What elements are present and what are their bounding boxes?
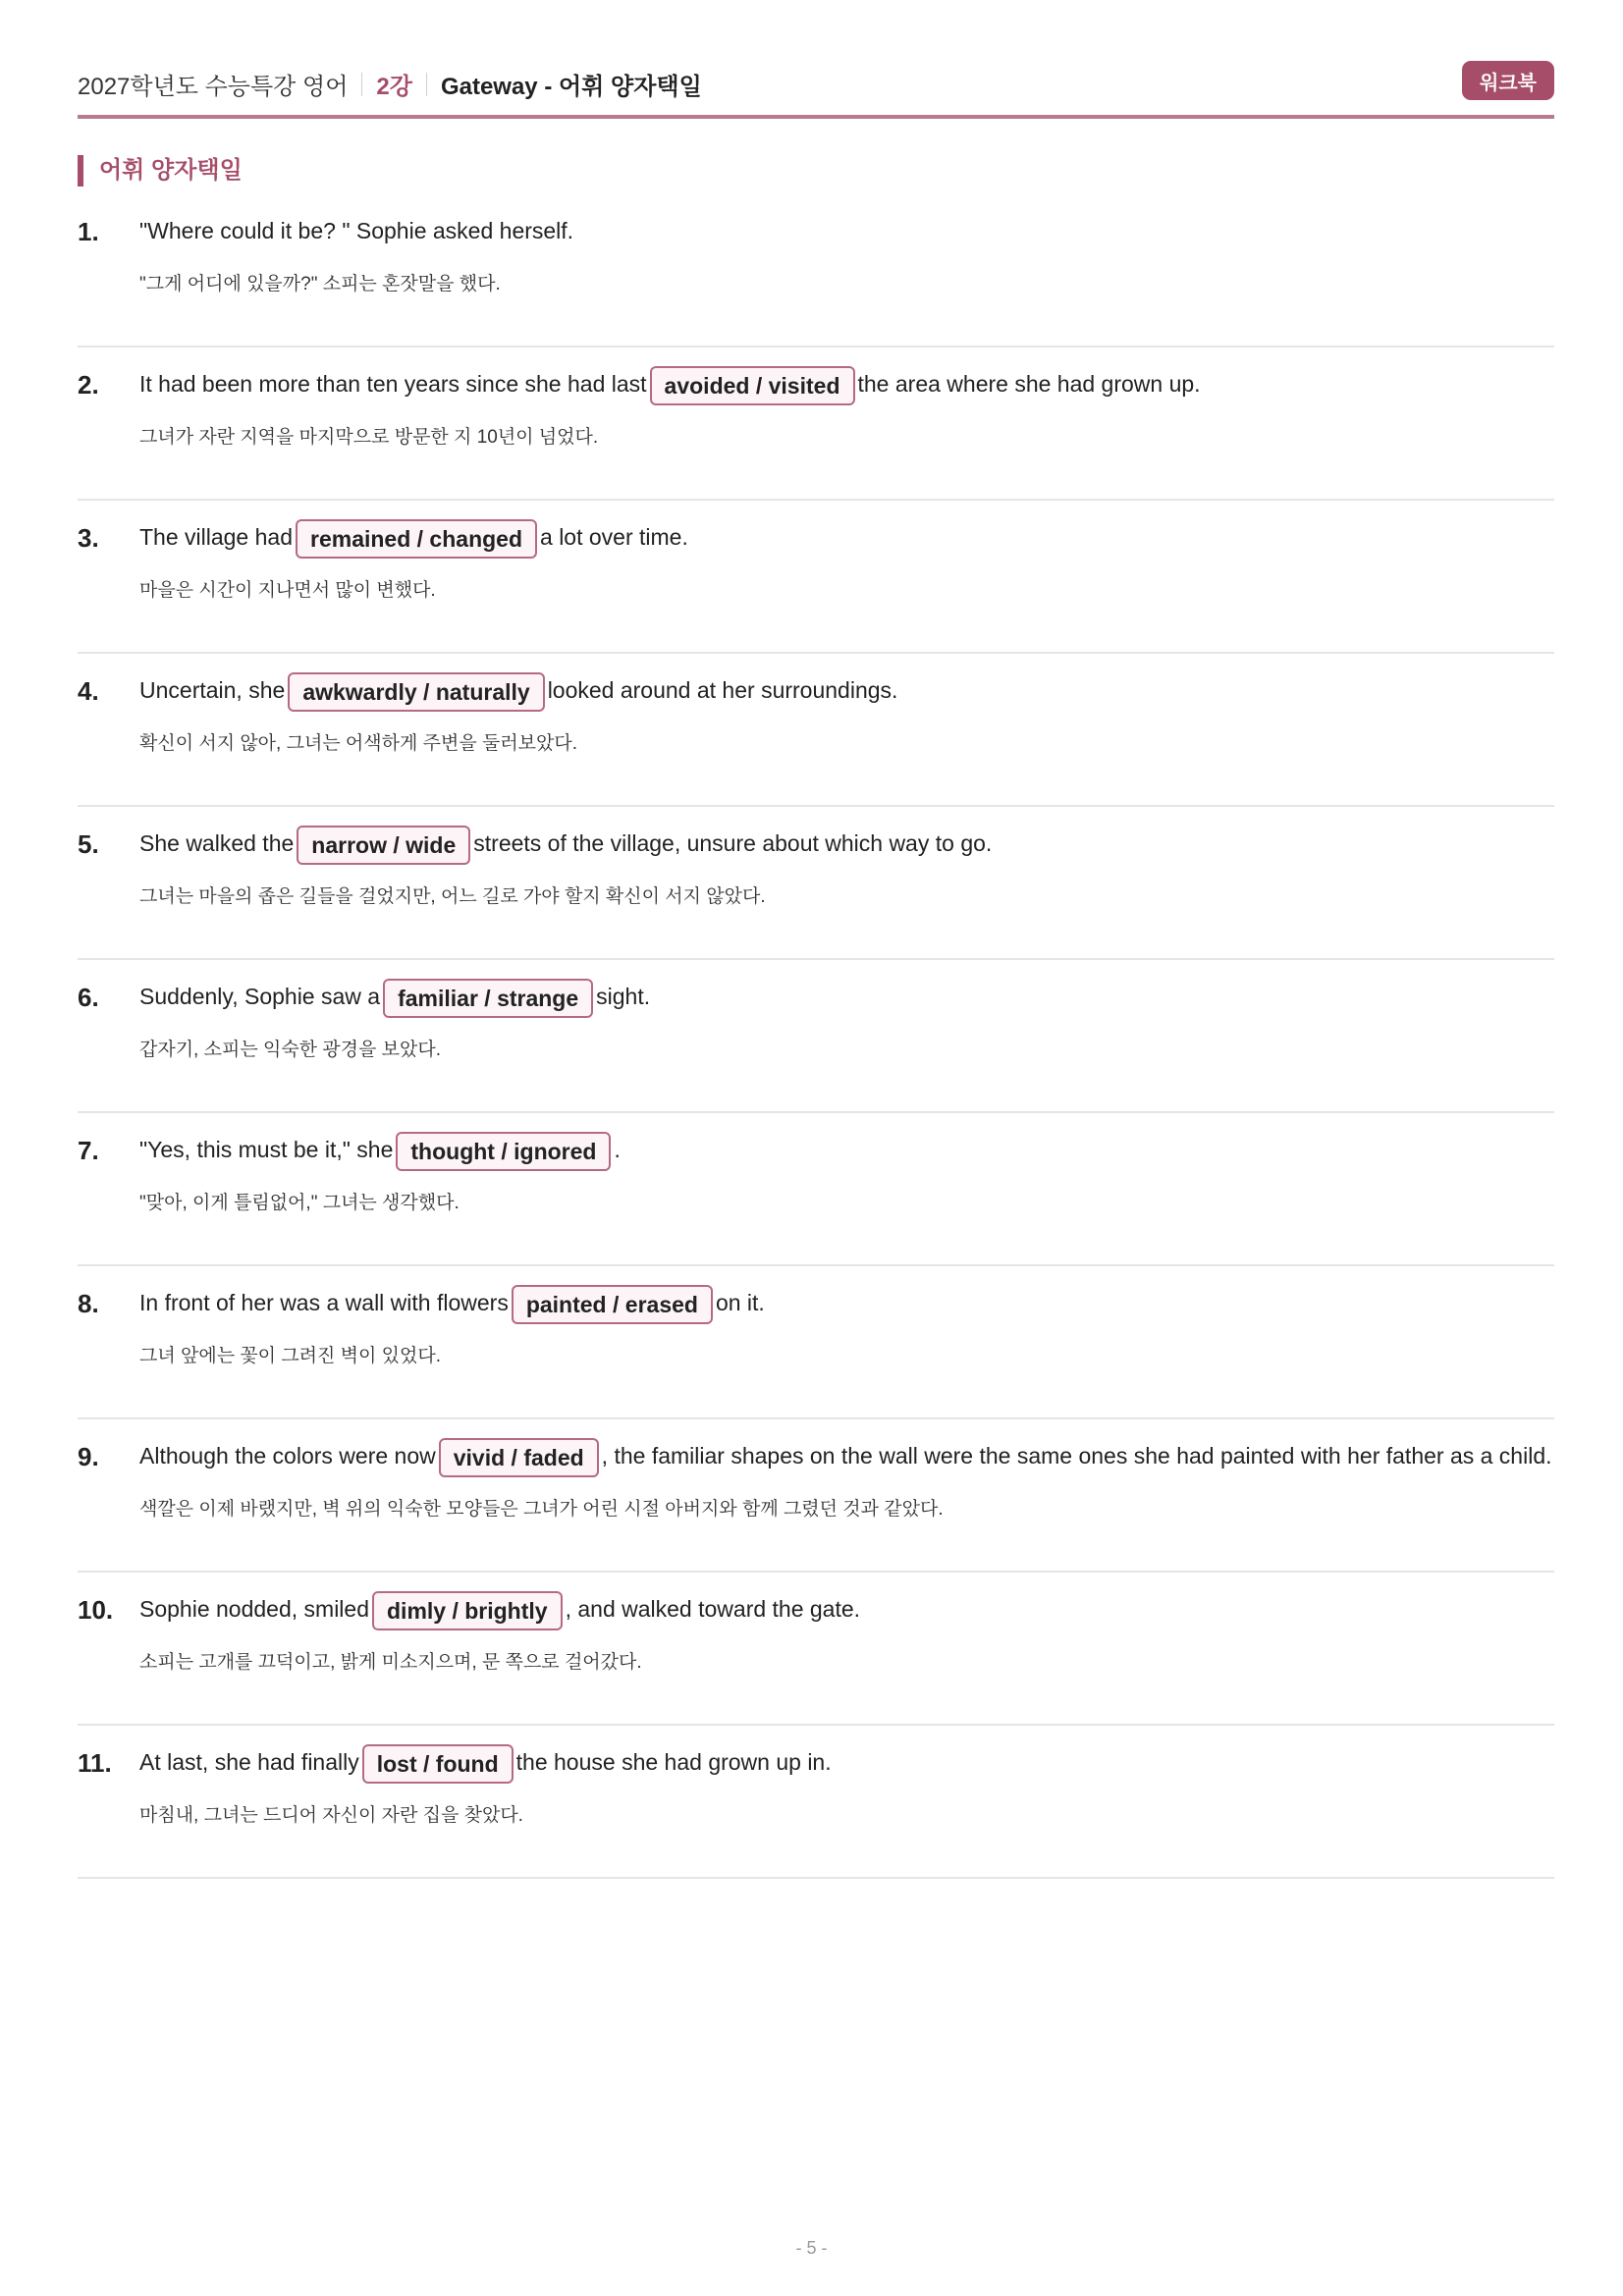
question-number: 1. bbox=[78, 217, 99, 246]
word-choice-box[interactable]: painted / erased bbox=[512, 1285, 713, 1324]
sentence-after: . bbox=[614, 1137, 621, 1162]
sentence-after: streets of the village, unsure about which way to go. bbox=[473, 830, 993, 856]
header-divider bbox=[426, 73, 427, 96]
word-choice-box[interactable]: awkwardly / naturally bbox=[288, 672, 544, 712]
question-item bbox=[78, 501, 1554, 654]
english-sentence bbox=[139, 976, 650, 1018]
english-sentence bbox=[139, 210, 573, 251]
header-divider bbox=[361, 73, 362, 96]
korean-translation: 그녀 앞에는 꽃이 그려진 벽이 있었다. bbox=[139, 1346, 441, 1366]
sentence-before: Sophie nodded, smiled bbox=[139, 1596, 369, 1622]
sentence-before: "Yes, this must be it," she bbox=[139, 1137, 394, 1162]
english-sentence bbox=[139, 823, 992, 865]
page-title: Gateway - 어휘 양자택일 bbox=[440, 74, 702, 100]
header-rule bbox=[78, 115, 1554, 119]
sentence-before: Uncertain, she bbox=[139, 677, 286, 703]
question-item bbox=[78, 347, 1554, 501]
question-list bbox=[78, 194, 1554, 1879]
page-number: - 5 - bbox=[795, 2238, 828, 2258]
word-choice-box[interactable]: lost / found bbox=[362, 1744, 514, 1784]
workbook-badge: 워크북 bbox=[1462, 61, 1554, 100]
question-number: 9. bbox=[78, 1442, 99, 1471]
page-header bbox=[78, 61, 1554, 106]
sentence-after: sight. bbox=[596, 984, 651, 1009]
word-choice-box[interactable]: vivid / faded bbox=[439, 1438, 599, 1477]
english-sentence bbox=[139, 669, 897, 712]
question-item bbox=[78, 1726, 1554, 1879]
header-breadcrumb bbox=[78, 67, 702, 101]
sentence-before: She walked the bbox=[139, 830, 295, 856]
question-number: 10. bbox=[78, 1595, 114, 1625]
question-item bbox=[78, 1573, 1554, 1726]
english-sentence bbox=[139, 1129, 621, 1171]
korean-translation: 색깔은 이제 바랬지만, 벽 위의 익숙한 모양들은 그녀가 어린 시절 아버지와 함께 그렸던 것과 같았다. bbox=[139, 1499, 944, 1520]
english-sentence bbox=[139, 1435, 1552, 1477]
question-item bbox=[78, 807, 1554, 960]
word-choice-box[interactable]: thought / ignored bbox=[396, 1132, 611, 1171]
english-sentence bbox=[139, 1282, 765, 1324]
sentence-before: At last, she had finally bbox=[139, 1749, 359, 1775]
question-item bbox=[78, 654, 1554, 807]
english-sentence bbox=[139, 516, 688, 559]
sentence-after: , and walked toward the gate. bbox=[565, 1596, 861, 1622]
sentence-before: Suddenly, Sophie saw a bbox=[139, 984, 381, 1009]
sentence-after: the area where she had grown up. bbox=[857, 371, 1201, 397]
sentence-after: on it. bbox=[715, 1290, 765, 1315]
question-number: 6. bbox=[78, 983, 99, 1012]
korean-translation: 그녀는 마을의 좁은 길들을 걸었지만, 어느 길로 가야 할지 확신이 서지 않았다. bbox=[139, 886, 766, 907]
question-number: 7. bbox=[78, 1136, 99, 1165]
section-title: 어휘 양자택일 bbox=[78, 155, 243, 187]
sentence-after: looked around at her surroundings. bbox=[547, 677, 898, 703]
question-number: 8. bbox=[78, 1289, 99, 1318]
word-choice-box[interactable]: avoided / visited bbox=[650, 366, 855, 405]
english-sentence bbox=[139, 363, 1201, 405]
sentence-after: a lot over time. bbox=[540, 524, 688, 550]
sentence-before: In front of her was a wall with flowers bbox=[139, 1290, 509, 1315]
question-number: 2. bbox=[78, 370, 99, 400]
korean-translation: 마침내, 그녀는 드디어 자신이 자란 집을 찾았다. bbox=[139, 1805, 523, 1826]
korean-translation: "맞아, 이게 틀림없어," 그녀는 생각했다. bbox=[139, 1193, 460, 1213]
word-choice-box[interactable]: dimly / brightly bbox=[372, 1591, 563, 1630]
korean-translation: 소피는 고개를 끄덕이고, 밝게 미소지으며, 문 쪽으로 걸어갔다. bbox=[139, 1652, 642, 1673]
korean-translation: 그녀가 자란 지역을 마지막으로 방문한 지 10년이 넘었다. bbox=[139, 427, 599, 448]
question-item bbox=[78, 960, 1554, 1113]
question-item bbox=[78, 194, 1554, 347]
sentence-before: It had been more than ten years since she had last bbox=[139, 371, 647, 397]
question-number: 3. bbox=[78, 523, 99, 553]
sentence-after: , the familiar shapes on the wall were the same ones she had painted with her father as a child. bbox=[601, 1443, 1552, 1468]
question-item bbox=[78, 1419, 1554, 1573]
sentence-before: Although the colors were now bbox=[139, 1443, 436, 1468]
korean-translation: 마을은 시간이 지나면서 많이 변했다. bbox=[139, 580, 436, 601]
question-item bbox=[78, 1113, 1554, 1266]
korean-translation: "그게 어디에 있을까?" 소피는 혼잣말을 했다. bbox=[139, 274, 501, 294]
book-title: 2027학년도 수능특강 영어 bbox=[78, 74, 349, 100]
sentence-before: The village had bbox=[139, 524, 293, 550]
question-item bbox=[78, 1266, 1554, 1419]
korean-translation: 갑자기, 소피는 익숙한 광경을 보았다. bbox=[139, 1040, 441, 1060]
sentence-after: the house she had grown up in. bbox=[515, 1749, 832, 1775]
question-number: 11. bbox=[78, 1748, 112, 1778]
english-sentence bbox=[139, 1588, 860, 1630]
question-number: 4. bbox=[78, 676, 99, 706]
english-sentence bbox=[139, 1741, 832, 1784]
word-choice-box[interactable]: familiar / strange bbox=[383, 979, 593, 1018]
word-choice-box[interactable]: narrow / wide bbox=[297, 826, 470, 865]
lesson-number: 2강 bbox=[376, 74, 412, 100]
korean-translation: 확신이 서지 않아, 그녀는 어색하게 주변을 둘러보았다. bbox=[139, 733, 578, 754]
question-number: 5. bbox=[78, 829, 99, 859]
sentence-before: "Where could it be? " Sophie asked herself. bbox=[139, 218, 574, 243]
word-choice-box[interactable]: remained / changed bbox=[296, 519, 537, 559]
